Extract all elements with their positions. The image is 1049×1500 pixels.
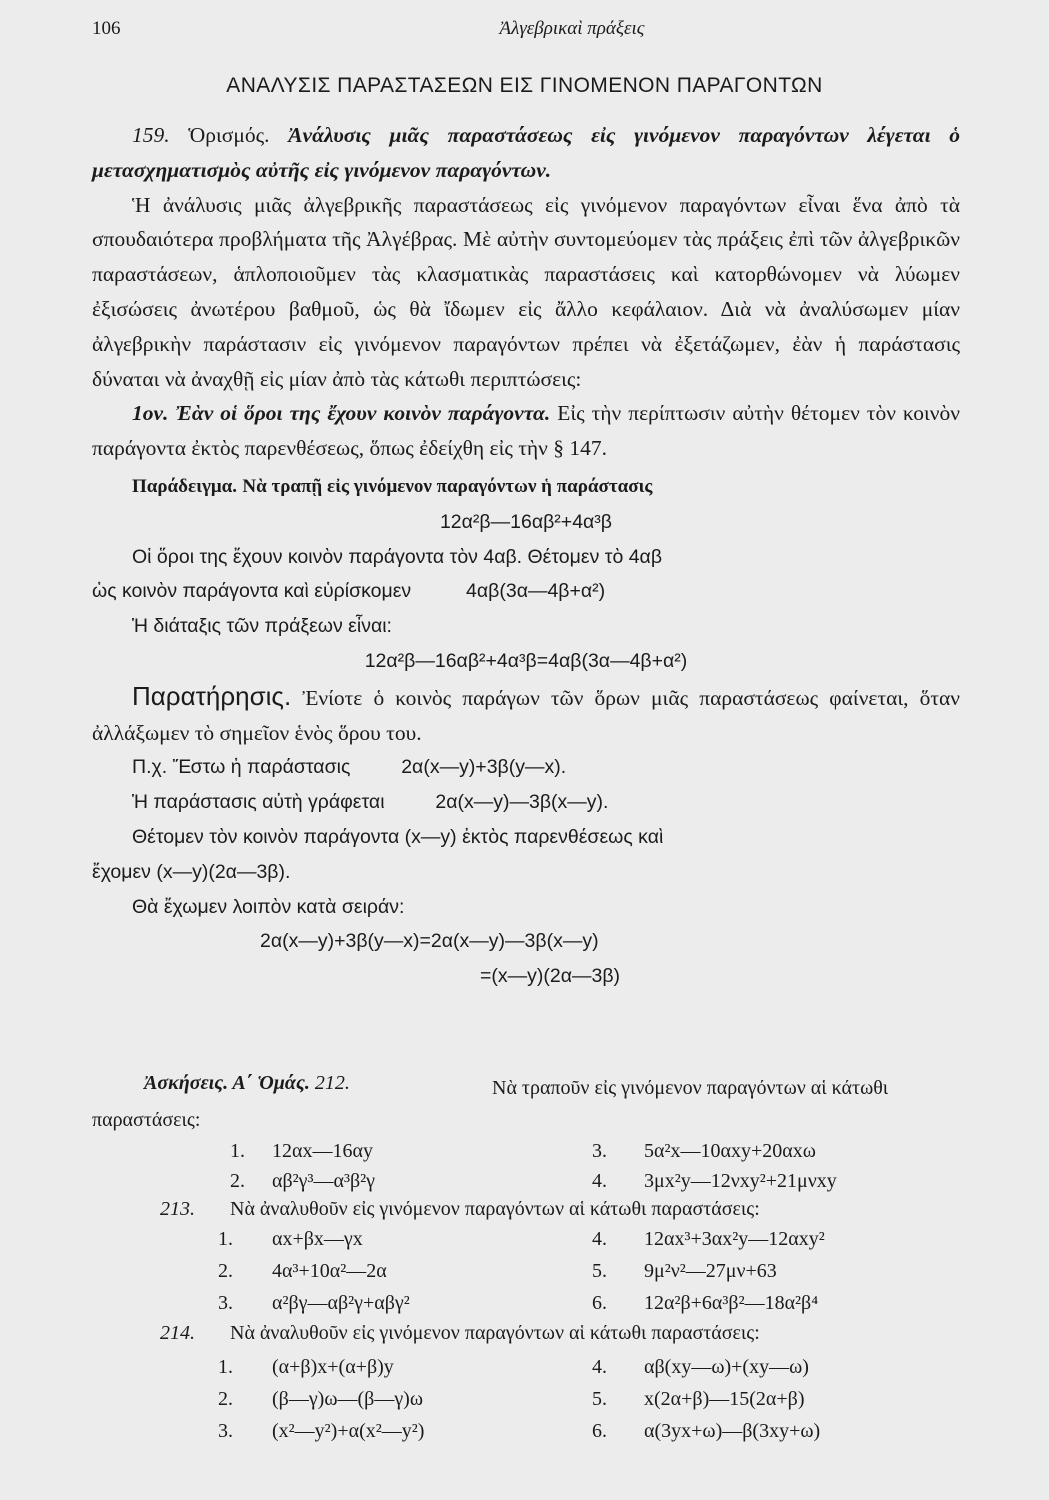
case1-text: Εἰς τὴν περίπτωσιν αὐτὴν θέτομεν τὸν κοινὸν παράγοντα ἐκτὸς παρενθέσεως, ὅπως ἐδείχθη εἰς τὴν § 147. <box>92 401 960 461</box>
case1-title: Ἐὰν οἱ ὅροι της ἔχουν κοινὸν παράγοντα. <box>175 401 551 426</box>
exercise-row <box>92 1356 972 1386</box>
remark-line1-text: Π.χ. Ἔστω ἡ παράστασις <box>132 756 351 779</box>
item-expression: 9μ²ν²—27μν+63 <box>644 1260 777 1282</box>
item-expression: (α+β)x+(α+β)y <box>272 1356 394 1378</box>
exercise-row <box>92 1140 972 1170</box>
ex214-number: 214. <box>160 1322 195 1344</box>
intro-paragraph: Ἡ ἀνάλυσις μιᾶς ἀλγεβρικῆς παραστάσεως εἰς γινόμενον παραγόντων εἶναι ἕνα ἀπὸ τὰ σπουδαιότερα προβλήματα τῆς Ἀλγέβρας. Μὲ αὐτὴν συντομεύομεν τὰς πράξεις ἐπὶ τῶν ἀλγεβρικῶν παραστάσεων, ἁπλοποιοῦμεν τὰς κλασματικὰς παραστάσεις καὶ κατορθώνομεν νὰ λύωμεν ἐξισώσεις ἀνωτέρου βαθμοῦ, ὡς θὰ ἴδωμεν εἰς ἄλλο κεφάλαιον. Διὰ νὰ ἀναλύσωμεν μίαν ἀλγεβρικὴν παράστασιν εἰς γινόμενον παραγόντων πρέπει νὰ ἐξετάζωμεν, ἐὰν ἡ παράστασις δύναται νὰ ἀναχθῇ εἰς μίαν ἀπὸ τὰς κάτωθι περιπτώσεις: <box>92 192 960 391</box>
remark-line5: Θὰ ἔχωμεν λοιπὸν κατὰ σειράν: <box>132 895 405 918</box>
exercises-heading: Ἀσκήσεις. Α΄ Ὁμάς. <box>144 1072 310 1094</box>
item-number: 1. <box>218 1356 233 1378</box>
item-number: 4. <box>592 1228 607 1250</box>
definition-label: Ὁρισμός. <box>188 123 270 147</box>
example-result: 12α²β—16αβ²+4α³β=4αβ(3α—4β+α²) <box>364 649 688 672</box>
item-number: 6. <box>592 1292 607 1314</box>
item-expression: 12α²β+6α³β²—18α²β⁴ <box>644 1292 819 1314</box>
item-number: 4. <box>592 1170 607 1192</box>
item-number: 3. <box>218 1292 233 1314</box>
remark-eq2: =(x—y)(2α—3β) <box>480 965 621 988</box>
section-title: ΑΝΑΛΥΣΙΣ ΠΑΡΑΣΤΑΣΕΩΝ ΕΙΣ ΓΙΝΟΜΕΝΟΝ ΠΑΡΑΓΟΝΤΩΝ <box>226 74 823 97</box>
exercise-row <box>92 1420 972 1450</box>
item-expression: αβ(xy—ω)+(xy—ω) <box>644 1356 809 1378</box>
item-number: 3. <box>218 1420 233 1442</box>
item-number: 6. <box>592 1420 607 1442</box>
case1-paragraph <box>92 396 960 466</box>
exercise-row <box>92 1170 972 1200</box>
item-expression: 12αx—16αy <box>272 1140 373 1162</box>
item-number: 5. <box>592 1260 607 1282</box>
ex212-instruction: Νὰ τραποῦν εἰς γινόμενον παραγόντων αἱ κάτωθι παραστάσεις: <box>92 1077 889 1131</box>
remark-line3: Θέτομεν τὸν κοινὸν παράγοντα (x—y) ἐκτὸς παρενθέσεως καὶ <box>132 825 664 848</box>
item-expression: (x²—y²)+α(x²—y²) <box>272 1420 425 1442</box>
example-expression: 12α²β—16αβ²+4α³β <box>439 510 613 533</box>
example-line3: Ἡ διάταξις τῶν πράξεων εἶναι: <box>132 615 392 638</box>
example-line2-text: ὡς κοινὸν παράγοντα καὶ εὑρίσκομεν <box>92 580 412 603</box>
item-number: 1. <box>230 1140 245 1162</box>
page-number: 106 <box>92 18 121 39</box>
item-number: 2. <box>218 1260 233 1282</box>
ex214-instruction: Νὰ ἀναλυθοῦν εἰς γινόμενον παραγόντων αἱ κάτωθι παραστάσεις: <box>230 1322 760 1344</box>
item-expression: αx+βx—γx <box>272 1228 363 1250</box>
remark-eq1: 2α(x—y)+3β(y—x)=2α(x—y)—3β(x—y) <box>260 930 599 953</box>
item-expression: α(3yx+ω)—β(3xy+ω) <box>644 1420 821 1442</box>
exercise-row <box>92 1260 972 1290</box>
remark-label: Παρατήρησις. <box>132 680 292 711</box>
remark-line2-expr: 2α(x—y)—3β(x—y). <box>435 791 609 814</box>
remark-line2-text: Ἡ παράστασις αὐτὴ γράφεται <box>132 791 385 814</box>
example-line2-expr: 4αβ(3α—4β+α²) <box>466 580 606 603</box>
remark-paragraph <box>92 679 960 751</box>
item-number: 5. <box>592 1388 607 1410</box>
example-line1: Οἱ ὅροι της ἔχουν κοινὸν παράγοντα τὸν 4αβ. Θέτομεν τὸ 4αβ <box>132 545 663 568</box>
remark-line2 <box>92 785 960 820</box>
running-title: Ἀλγεβρικαὶ πράξεις <box>499 18 645 39</box>
item-expression: 5α²x—10αxy+20αxω <box>644 1140 816 1162</box>
example-heading <box>92 468 960 505</box>
ex213-heading <box>92 1198 972 1228</box>
example-prompt: Νὰ τραπῇ εἰς γινόμενον παραγόντων ἡ παράστασις <box>242 475 653 497</box>
main-text <box>92 118 960 994</box>
exercise-row <box>92 1292 972 1322</box>
item-number: 3. <box>592 1140 607 1162</box>
exercise-row <box>92 1228 972 1258</box>
remark-text: Ἐνίοτε ὁ κοινὸς παράγων τῶν ὅρων μιᾶς παραστάσεως φαίνεται, ὅταν ἀλλάξωμεν τὸ σημεῖον ἑνὸς ὅρου του. <box>92 685 960 745</box>
definition-number: 159. <box>132 123 170 147</box>
item-expression: (β—γ)ω—(β—γ)ω <box>272 1388 423 1410</box>
item-expression: αβ²γ³—α³β²γ <box>272 1170 375 1192</box>
definition-text: Ἀνάλυσις μιᾶς παραστάσεως εἰς γινόμενον παραγόντων λέγεται ὁ μετασχηματισμὸς αὐτῆς εἰς γινόμενον παραγόντων. <box>92 123 961 182</box>
item-expression: 12αx³+3αx²y—12αxy² <box>644 1228 825 1250</box>
ex214-heading <box>92 1322 972 1352</box>
item-number: 2. <box>230 1170 245 1192</box>
item-expression: 4α³+10α²—2α <box>272 1260 387 1282</box>
item-number: 1. <box>218 1228 233 1250</box>
page-header <box>92 18 1009 48</box>
case1-label: 1ον. <box>132 401 169 426</box>
definition-paragraph <box>92 118 960 188</box>
item-expression: α²βγ—αβ²γ+αβγ² <box>272 1292 410 1314</box>
remark-line4: ἔχομεν (x—y)(2α—3β). <box>92 860 291 883</box>
ex212-number: 212. <box>314 1072 350 1094</box>
item-number: 4. <box>592 1356 607 1378</box>
remark-line1-expr: 2α(x—y)+3β(y—x). <box>401 756 567 779</box>
exercise-row <box>92 1388 972 1418</box>
example-line2 <box>92 574 960 609</box>
ex213-number: 213. <box>160 1198 195 1220</box>
ex213-instruction: Νὰ ἀναλυθοῦν εἰς γινόμενον παραγόντων αἱ κάτωθι παραστάσεις: <box>230 1198 760 1220</box>
item-expression: x(2α+β)—15(2α+β) <box>644 1388 805 1410</box>
example-label: Παράδειγμα. <box>132 475 238 497</box>
item-number: 2. <box>218 1388 233 1410</box>
remark-line1 <box>92 750 960 785</box>
item-expression: 3μx²y—12νxy²+21μνxy <box>644 1170 837 1192</box>
